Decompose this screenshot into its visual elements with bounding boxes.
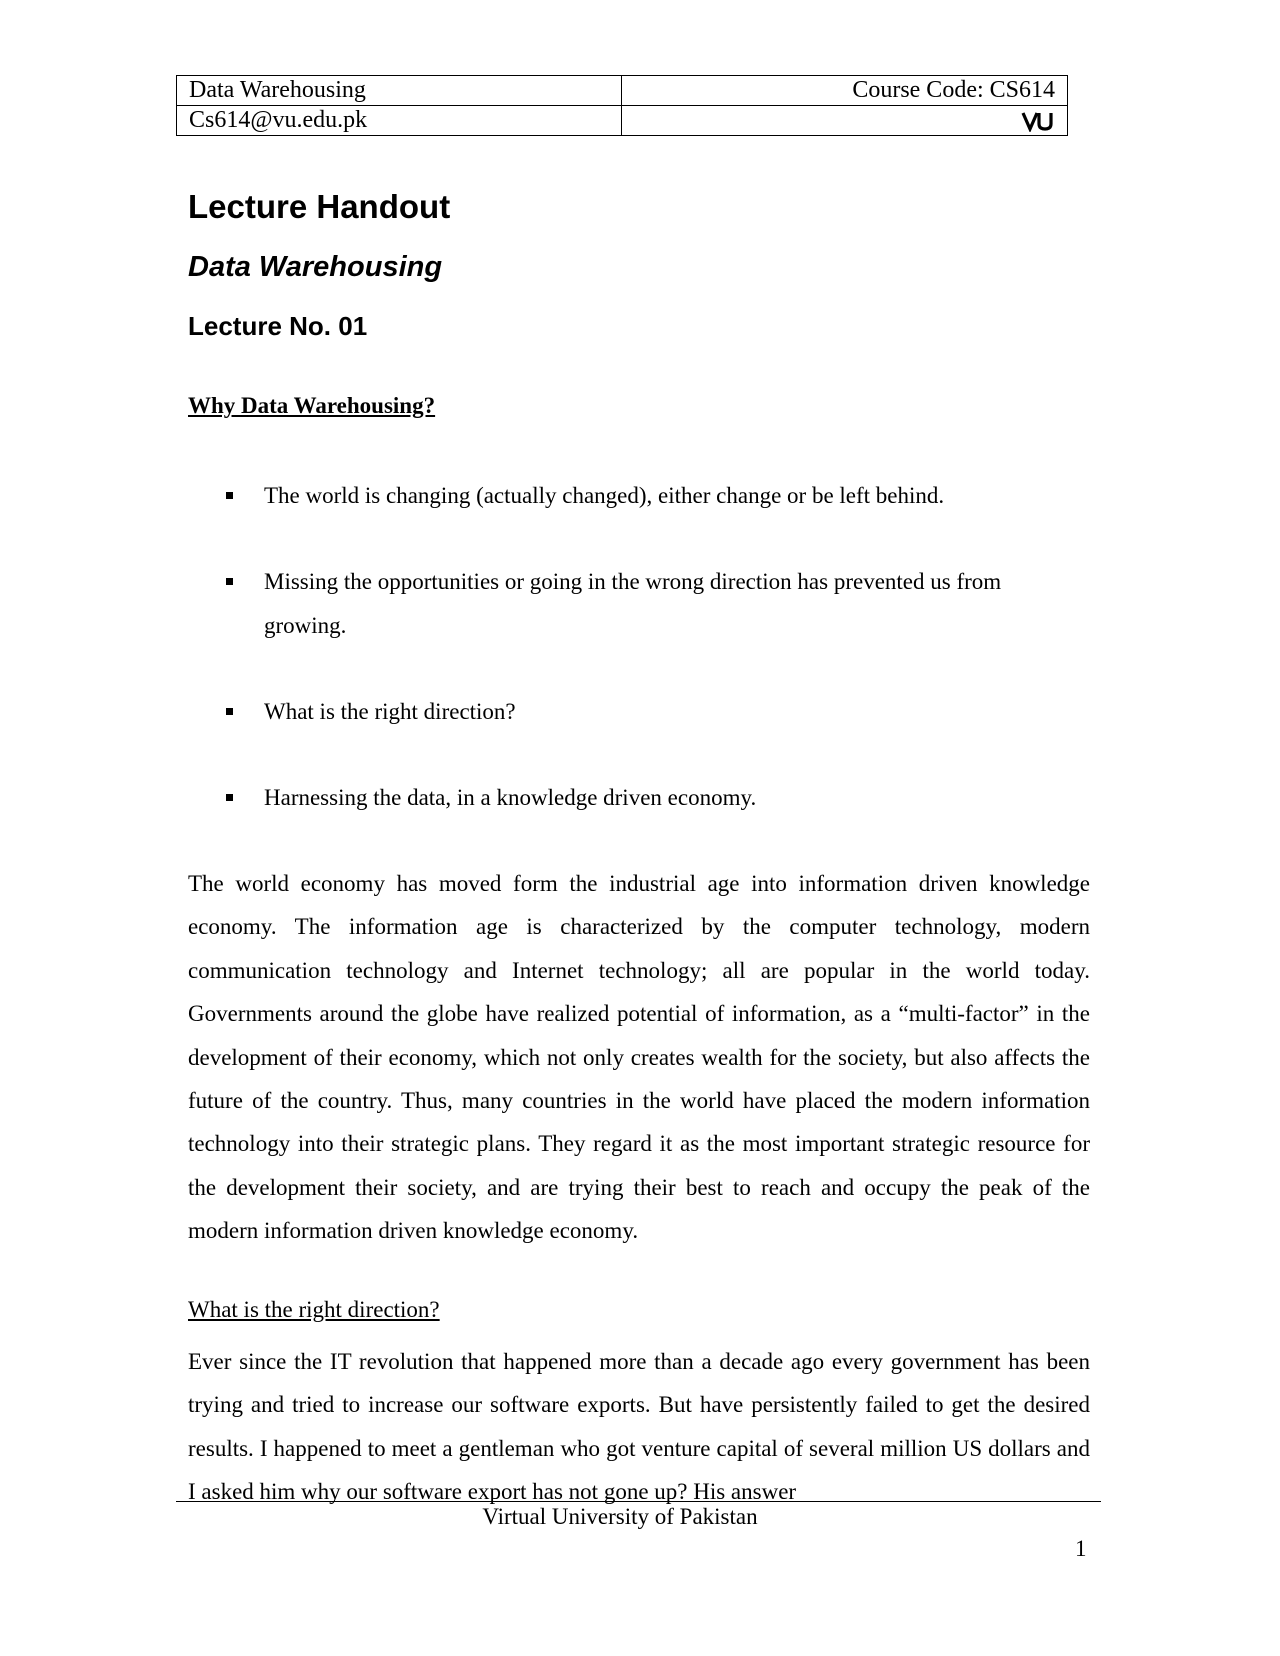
vu-logo-icon [1021,110,1055,132]
header-row [177,106,1068,136]
footer-institution: Virtual University of Pakistan [482,1504,758,1529]
bullet-text: What is the right direction? [264,699,516,724]
list-item [226,776,1106,820]
bullet-text: The world is changing (actually changed), either change or be left behind. [264,483,945,508]
page-title: Lecture Handout [188,188,451,225]
section-heading: Why Data Warehousing? [188,393,436,418]
subject-title: Data Warehousing [188,251,443,283]
bullet-list [226,474,1106,820]
footer-divider [176,1501,1101,1502]
square-bullet-icon [226,578,233,585]
list-item [226,474,1106,518]
course-name: Data Warehousing [177,76,622,106]
body-paragraph: Ever since the IT revolution that happened more than a decade ago every government has been trying and tried to increase our software exports. But have persistently failed to get the desired results. I happened to meet a gentleman who got venture capital of several million US dollars and I asked him why our software export has not gone up? His answer [188,1349,1090,1505]
list-item [226,560,1084,648]
body-paragraph: The world economy has moved form the industrial age into information driven knowledge economy. The information age is characterized by the computer technology, modern communication technology and Internet technology; all are popular in the world today. Governments around the globe have realized potential of information, as a “multi-factor” in the development of their economy, which not only creates wealth for the society, but also affects the future of the country. Thus, many countries in the world have placed the modern information technology into their strategic plans. They regard it as the most important strategic resource for the development their society, and are trying their best to reach and occupy the peak of the modern information driven knowledge economy. [188,871,1090,1244]
list-item [226,690,1106,734]
square-bullet-icon [226,492,233,499]
course-email: Cs614@vu.edu.pk [177,106,622,136]
lecture-number: Lecture No. 01 [188,311,368,341]
header-table [176,75,1068,136]
bullet-text: Harnessing the data, in a knowledge driven economy. [264,785,757,810]
vu-logo-cell [622,106,1068,136]
square-bullet-icon [226,794,233,801]
header-row [177,76,1068,106]
square-bullet-icon [226,708,233,715]
subheading: What is the right direction? [188,1297,440,1322]
page-number: 1 [1075,1536,1087,1561]
bullet-text: Missing the opportunities or going in the wrong direction has prevented us from growing. [264,569,1002,638]
course-code: Course Code: CS614 [622,76,1068,106]
